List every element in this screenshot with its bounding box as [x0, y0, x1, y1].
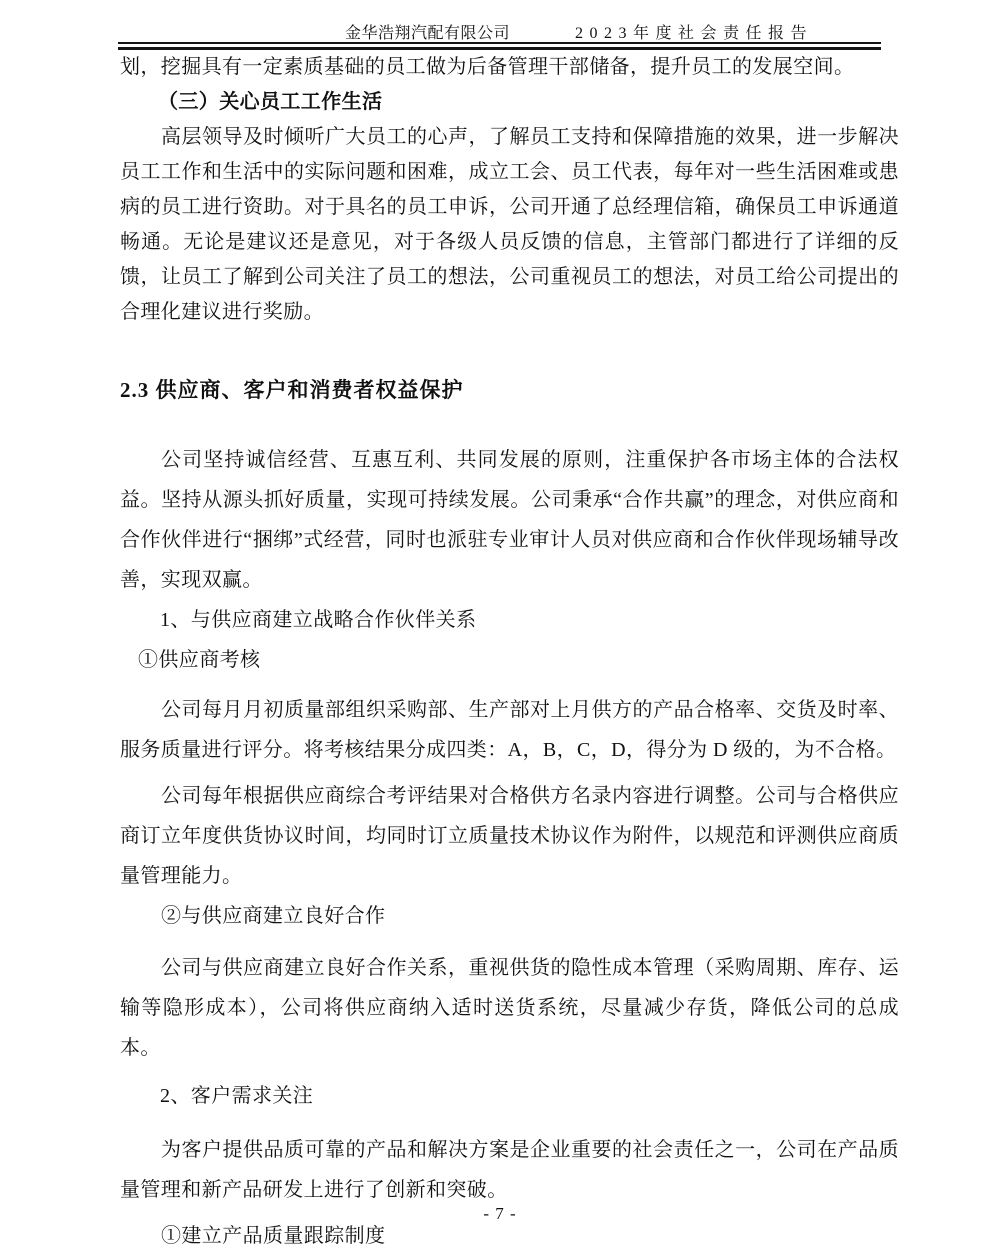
paragraph: 公司每月月初质量部组织采购部、生产部对上月供方的产品合格率、交货及时率、服务质量进行评分。将考核结果分成四类：A，B，C，D，得分为 D 级的，为不合格。	[120, 699, 899, 761]
header-company-name: 金华浩翔汽配有限公司	[345, 25, 511, 42]
paragraph: 为客户提供品质可靠的产品和解决方案是企业重要的社会责任之一，公司在产品质量管理和新产品研发上进行了创新和突破。	[120, 1139, 899, 1201]
page-number: - 7 -	[483, 1204, 517, 1223]
paragraph: 公司每年根据供应商综合考评结果对合格供方名录内容进行调整。公司与合格供应商订立年度供货协议时间，均同时订立质量技术协议作为附件，以规范和评测供应商质量管理能力。	[120, 785, 899, 887]
section-heading: 2.3 供应商、客户和消费者权益保护	[120, 378, 464, 402]
page-footer	[0, 1204, 1000, 1224]
numbered-item: 2、客户需求关注	[160, 1085, 314, 1107]
paragraph: 公司坚持诚信经营、互惠互利、共同发展的原则，注重保护各市场主体的合法权益。坚持从源头抓好质量，实现可持续发展。公司秉承“合作共赢”的理念，对供应商和合作伙伴进行“捆绑”式经营，同时也派驻专业审计人员对供应商和合作伙伴现场辅导改善，实现双赢。	[120, 449, 899, 591]
header-report-title: 2023年度社会责任报告	[575, 25, 814, 42]
paragraph: 公司与供应商建立良好合作关系，重视供货的隐性成本管理（采购周期、库存、运输等隐形成本），公司将供应商纳入适时送货系统，尽量减少存货，降低公司的总成本。	[120, 957, 899, 1059]
paragraph-continuation: 划，挖掘具有一定素质基础的员工做为后备管理干部储备，提升员工的发展空间。	[120, 56, 855, 78]
document-body	[120, 50, 899, 1247]
numbered-item: 1、与供应商建立战略合作伙伴关系	[160, 609, 477, 631]
paragraph: 高层领导及时倾听广大员工的心声，了解员工支持和保障措施的效果，进一步解决员工工作和生活中的实际问题和困难，成立工会、员工代表，每年对一些生活困难或患病的员工进行资助。对于具名的员工申诉，公司开通了总经理信箱，确保员工申诉通道畅通。无论是建议还是意见，对于各级人员反馈的信息，主管部门都进行了详细的反馈，让员工了解到公司关注了员工的想法，公司重视员工的想法，对员工给公司提出的合理化建议进行奖励。	[120, 126, 899, 323]
page-header	[0, 0, 1000, 52]
header-divider-rule	[118, 42, 881, 50]
circled-item: ②与供应商建立良好合作	[161, 905, 386, 927]
circled-item: ①建立产品质量跟踪制度	[161, 1225, 386, 1247]
subsection-heading: （三）关心员工工作生活	[158, 91, 383, 113]
circled-item: ①供应商考核	[138, 649, 261, 671]
